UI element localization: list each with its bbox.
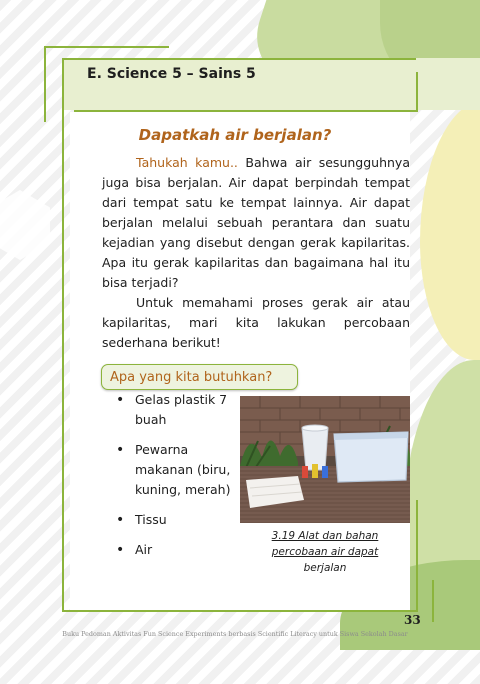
chapter-title: E. Science 5 – Sains 5 xyxy=(87,66,256,82)
figure-caption xyxy=(255,528,395,576)
frame-line-right xyxy=(416,500,418,610)
experiment-intro-paragraph xyxy=(102,293,410,353)
intro-body: Bahwa air sesungguhnya juga bisa berjalan. Air dapat berpindah tempat dari tempat satu ke tempat lainnya. Air dapat berjalan melalui sebuah perantara dan suatu kejadian yang disebut dengan gerak kapilaritas. Apa itu gerak kapilaritas dan bagaimana hal itu bisa terjadi? xyxy=(102,155,410,290)
frame-line-top xyxy=(62,58,416,60)
frame-line-left-header xyxy=(62,58,64,100)
materials-list xyxy=(108,390,238,570)
frame-line-header-bottom xyxy=(74,110,418,112)
frame-line-right-header xyxy=(416,72,418,112)
material-item: • Pewarna makanan (biru, kuning, merah) xyxy=(108,440,238,500)
frame-line-left-top xyxy=(44,46,46,122)
caption-line-3: berjalan xyxy=(303,562,347,574)
frame-line-top-left xyxy=(44,46,169,48)
frame-line-bottom xyxy=(62,610,418,612)
materials-heading: Apa yang kita butuhkan? xyxy=(101,364,298,390)
section-title: Dapatkah air berjalan? xyxy=(138,126,332,144)
caption-line-2: percobaan air dapat xyxy=(271,546,379,558)
footer-text: Buku Pedoman Aktivitas Fun Science Experiments berbasis Scientific Literacy untuk Siswa Sekolah Dasar xyxy=(62,630,408,638)
frame-line-right-outer xyxy=(432,580,434,622)
intro-lead: Tahukah kamu.. xyxy=(136,155,238,170)
page-number: 33 xyxy=(404,613,421,627)
experiment-intro-text: Untuk memahami proses gerak air atau kapilaritas, mari kita lakukan percobaan sederhana berikut! xyxy=(102,295,410,350)
material-item: • Air xyxy=(108,540,238,560)
frame-line-left xyxy=(62,100,64,610)
material-item: • Gelas plastik 7 buah xyxy=(108,390,238,430)
caption-line-1: 3.19 Alat dan bahan xyxy=(271,530,379,542)
intro-paragraph xyxy=(102,153,410,293)
materials-photo xyxy=(240,396,410,523)
material-item: • Tissu xyxy=(108,510,238,530)
